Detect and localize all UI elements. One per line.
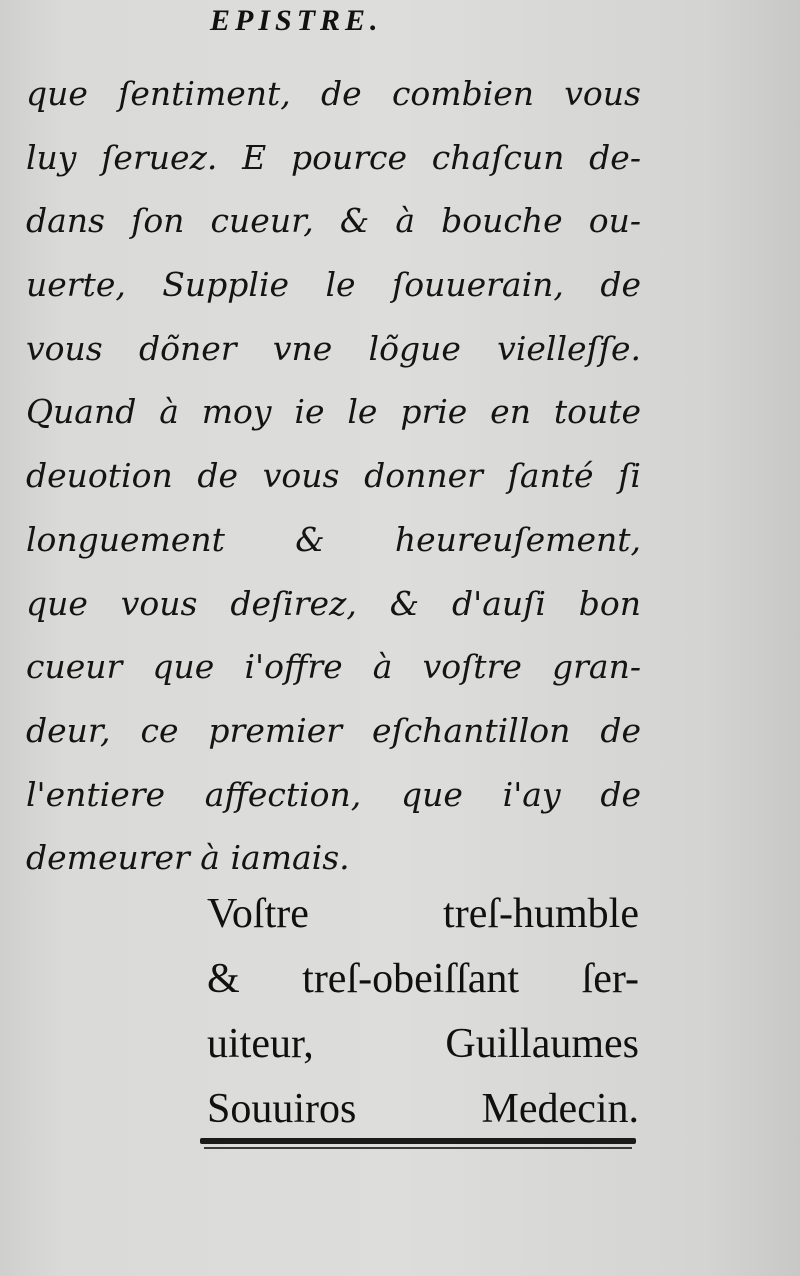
signature-line: & treſ-obeiſſant ſer- (207, 956, 639, 1002)
body-line: deur, ce premier eſchantillon de (26, 710, 641, 750)
epistle-body (26, 62, 641, 890)
body-line: cueur que i'offre à voſtre gran- (26, 647, 641, 687)
body-line: longuement & heureuſement, (26, 519, 641, 559)
signature-block (207, 882, 639, 1142)
body-line: luy ſeruez. E pource chaſcun de- (26, 137, 641, 177)
body-line: demeurer à iamais. (26, 838, 350, 878)
running-head: EPISTRE. (210, 4, 383, 37)
body-line: que vous deſirez, & d'auſi bon (26, 583, 641, 623)
body-line: Quand à moy ie le prie en toute (26, 392, 641, 432)
body-line: l'entiere affection, que i'ay de (26, 774, 641, 814)
signature-line: Souuiros Medecin. (207, 1086, 639, 1132)
body-line: deuotion de vous donner ſanté ſi (26, 456, 641, 496)
body-line: vous dõner vne lõgue vielleſſe. (26, 328, 641, 368)
body-line: dans ſon cueur, & à bouche ou- (26, 201, 641, 241)
signature-line: uiteur, Guillaumes (207, 1021, 639, 1067)
signature-line: Voſtre treſ-humble (207, 891, 639, 937)
printer-ornament-rule (200, 1138, 636, 1144)
body-line: que ſentiment, de combien vous (26, 74, 641, 113)
body-line: uerte, Supplie le ſouuerain, de (26, 265, 641, 305)
printer-ornament-rule-thin (204, 1147, 632, 1149)
